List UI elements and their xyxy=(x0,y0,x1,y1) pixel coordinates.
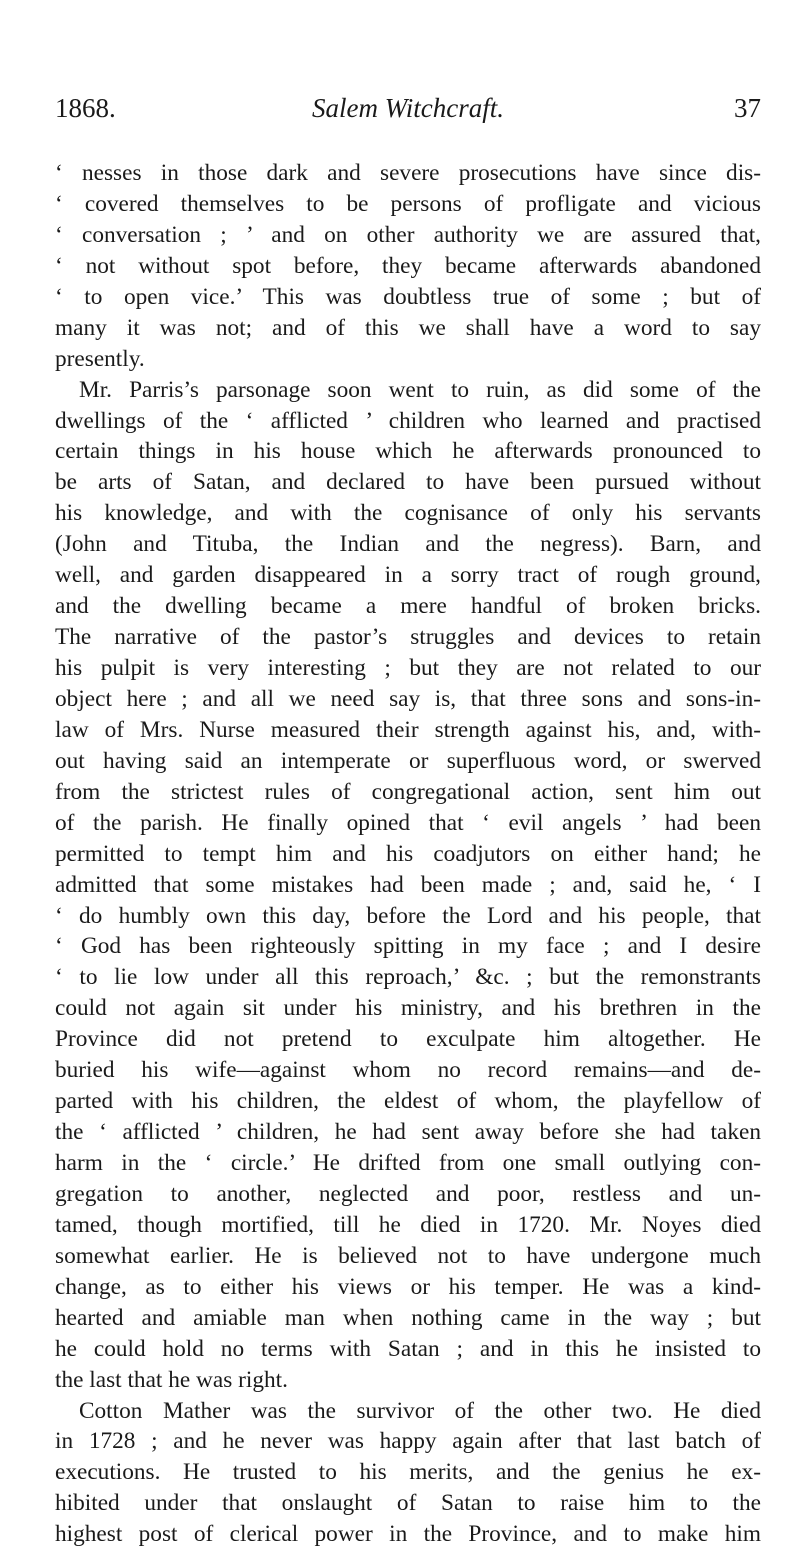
text-line: he could hold no terms with Satan ; and in this he insisted to xyxy=(55,1335,761,1362)
text-line: the last that he was right. xyxy=(55,1366,288,1393)
header-year: 1868. xyxy=(55,93,116,123)
text-line: ‘ do humbly own this day, before the Lord and his people, that xyxy=(55,902,761,929)
text-line: ‘ conversation ; ’ and on other authority we are assured that, xyxy=(55,221,761,248)
text-line: his knowledge, and with the cognisance of only his servants xyxy=(55,500,761,527)
text-line: harm in the ‘ circle.’ He drifted from one small outlying con- xyxy=(55,1150,761,1176)
text-line: parted with his children, the eldest of whom, the playfellow of xyxy=(55,1088,761,1115)
text-line: his pulpit is very interesting ; but they are not related to our xyxy=(55,655,761,681)
text-line: permitted to tempt him and his coadjutors on either hand; he xyxy=(55,840,761,867)
text-line: The narrative of the pastor’s struggles and devices to retain xyxy=(55,624,761,651)
text-line: ‘ nesses in those dark and severe prosecutions have since dis- xyxy=(55,160,761,186)
page-number: 37 xyxy=(734,93,761,123)
text-line: presently. xyxy=(55,345,145,372)
text-line: hearted and amiable man when nothing came in the way ; but xyxy=(55,1304,761,1331)
text-line: could not again sit under his ministry, and his brethren in the xyxy=(55,995,761,1022)
text-line: object here ; and all we need say is, that three sons and sons-in- xyxy=(55,685,761,712)
text-line: hibited under that onslaught of Satan to raise him to the xyxy=(55,1490,761,1517)
text-line: ‘ not without spot before, they became afterwards abandoned xyxy=(55,252,761,279)
text-line: Province did not pretend to exculpate him altogether. He xyxy=(55,1026,761,1053)
text-line: be arts of Satan, and declared to have been pursued without xyxy=(55,469,761,496)
text-line: well, and garden disappeared in a sorry tract of rough ground, xyxy=(55,562,761,589)
text-line: (John and Tituba, the Indian and the negress). Barn, and xyxy=(55,531,761,558)
text-line: admitted that some mistakes had been made ; and, said he, ‘ I xyxy=(55,871,761,898)
text-line: law of Mrs. Nurse measured their strength against his, and, with- xyxy=(55,716,761,743)
text-line: executions. He trusted to his merits, and the genius he ex- xyxy=(55,1459,761,1486)
text-line: dwellings of the ‘ afflicted ’ children who learned and practised xyxy=(55,407,761,434)
text-line: from the strictest rules of congregational action, sent him out xyxy=(55,778,761,805)
text-line: ‘ to open vice.’ This was doubtless true of some ; but of xyxy=(55,283,761,310)
text-line: certain things in his house which he afterwards pronounced to xyxy=(55,438,761,465)
text-line: change, as to either his views or his temper. He was a kind- xyxy=(55,1273,761,1300)
text-line: ‘ covered themselves to be persons of profligate and vicious xyxy=(55,190,761,217)
text-line: buried his wife—against whom no record remains—and de- xyxy=(55,1057,761,1084)
text-line: tamed, though mortified, till he died in 1720. Mr. Noyes died xyxy=(55,1211,761,1238)
text-line: ‘ to lie low under all this reproach,’ &c. ; but the remonstrants xyxy=(55,964,761,991)
text-line: many it was not; and of this we shall have a word to say xyxy=(55,314,761,341)
text-line: Mr. Parris’s parsonage soon went to ruin, as did some of the xyxy=(79,376,761,403)
text-line: in 1728 ; and he never was happy again after that last batch of xyxy=(55,1428,761,1455)
text-line: somewhat earlier. He is believed not to have undergone much xyxy=(55,1242,761,1269)
text-line: the ‘ afflicted ’ children, he had sent away before she had taken xyxy=(55,1119,761,1146)
text-line: highest post of clerical power in the Province, and to make him xyxy=(55,1521,761,1548)
text-line: out having said an intemperate or superfluous word, or swerved xyxy=(55,747,761,774)
text-line: of the parish. He finally opined that ‘ evil angels ’ had been xyxy=(55,809,761,836)
text-line: gregation to another, neglected and poor, restless and un- xyxy=(55,1180,761,1207)
text-line: ‘ God has been righteously spitting in my face ; and I desire xyxy=(55,933,761,960)
text-line: and the dwelling became a mere handful of broken bricks. xyxy=(55,593,761,620)
header-title: Salem Witchcraft. xyxy=(312,93,504,123)
running-head xyxy=(55,88,761,128)
body-text xyxy=(55,158,761,1550)
text-line: Cotton Mather was the survivor of the other two. He died xyxy=(79,1397,761,1424)
